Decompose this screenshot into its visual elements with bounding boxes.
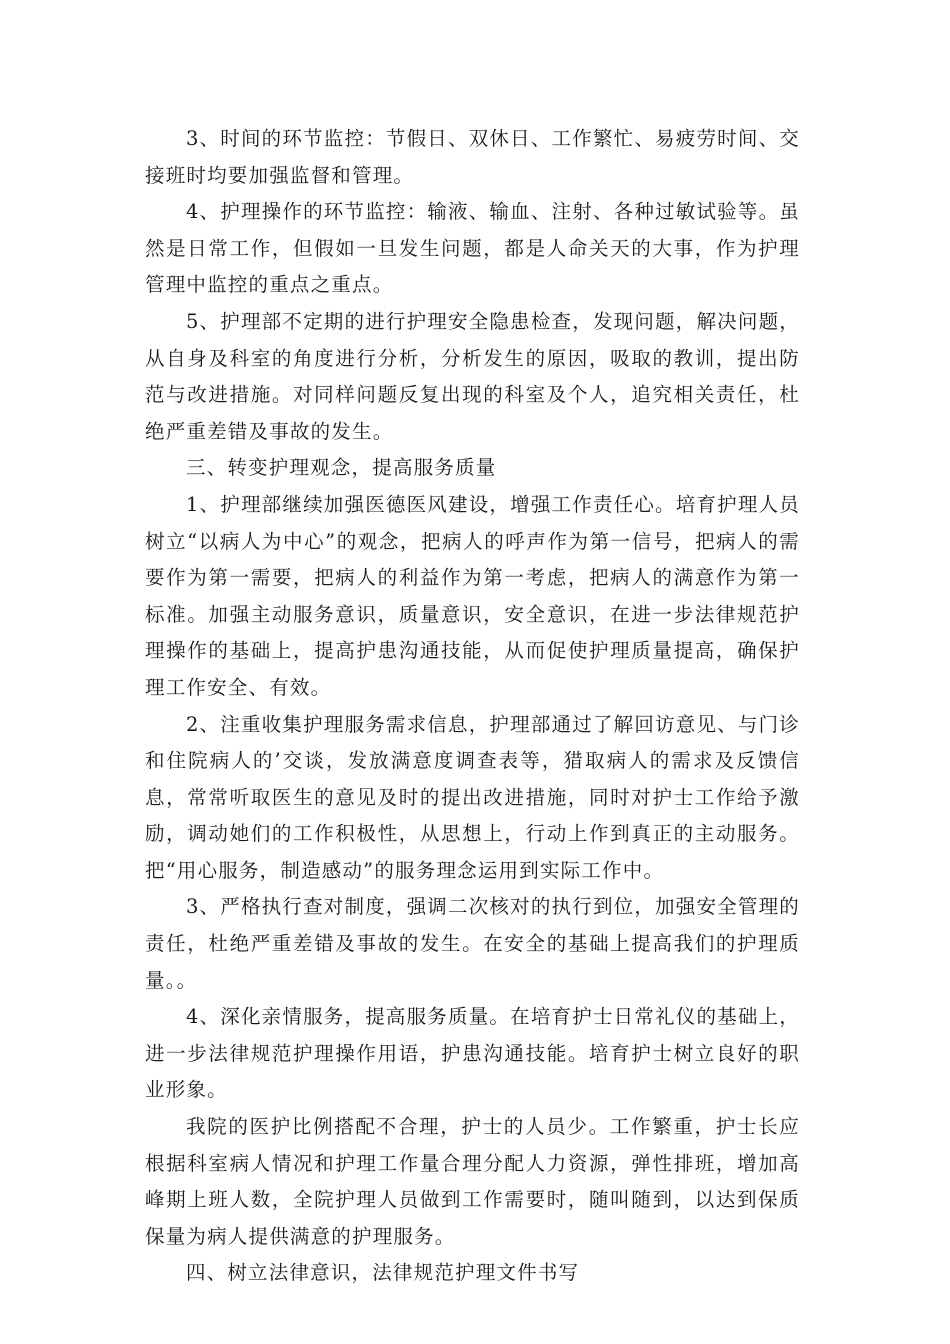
section-heading-service-quality: 三、转变护理观念，提高服务质量 — [185, 456, 497, 480]
paragraph-demand-information: 2、注重收集护理服务需求信息，护理部通过了解回访意见、与门诊和住院病人的’交谈，发放满意度调查表等，猎取病人的需求及反馈信息，常常听取医生的意见及时的提出改进措施，同时对护士工作给予激励，调动她们的工作积极性，从思想上，行动上作到真正的主动服务。把“用心服务，制造感动”的服务理念运用到实际工作中。 — [145, 712, 800, 882]
paragraph-ethics-building: 1、护理部继续加强医德医风建设，增强工作责任心。培育护理人员树立“以病人为中心”的观念，把病人的呼声作为第一信号，把病人的需要作为第一需要，把病人的利益作为第一考虑，把病人的满意作为第一标准。加强主动服务意识，质量意识，安全意识，在进一步法律规范护理操作的基础上，提高护患沟通技能，从而促使护理质量提高，确保护理工作安全、有效。 — [145, 492, 800, 699]
document-body — [145, 121, 800, 1292]
section-heading-legal-awareness: 四、树立法律意识，法律规范护理文件书写 — [185, 1261, 580, 1285]
paragraph-caring-service: 4、深化亲情服务，提高服务质量。在培育护士日常礼仪的基础上，进一步法律规范护理操作用语，护患沟通技能。培育护士树立良好的职业形象。 — [145, 1005, 800, 1102]
paragraph-operation-monitoring: 4、护理操作的环节监控：输液、输血、注射、各种过敏试验等。虽然是日常工作，但假如一旦发生问题，都是人命关天的大事，作为护理管理中监控的重点之重点。 — [145, 200, 800, 297]
paragraph-time-monitoring: 3、时间的环节监控：节假日、双休日、工作繁忙、易疲劳时间、交接班时均要加强监督和管理。 — [145, 127, 800, 187]
paragraph-staffing: 我院的医护比例搭配不合理，护士的人员少。工作繁重，护士长应根据科室病人情况和护理工作量合理分配人力资源，弹性排班，增加高峰期上班人数，全院护理人员做到工作需要时，随叫随到，以达到保质保量为病人提供满意的护理服务。 — [145, 1115, 800, 1248]
paragraph-safety-inspection: 5、护理部不定期的进行护理安全隐患检查，发现问题，解决问题，从自身及科室的角度进行分析，分析发生的原因，吸取的教训，提出防范与改进措施。对同样问题反复出现的科室及个人，追究相关责任，杜绝严重差错及事故的发生。 — [145, 309, 800, 443]
paragraph-check-system: 3、严格执行查对制度，强调二次核对的执行到位，加强安全管理的责任，杜绝严重差错及事故的发生。在安全的基础上提高我们的护理质量。。 — [145, 895, 800, 992]
